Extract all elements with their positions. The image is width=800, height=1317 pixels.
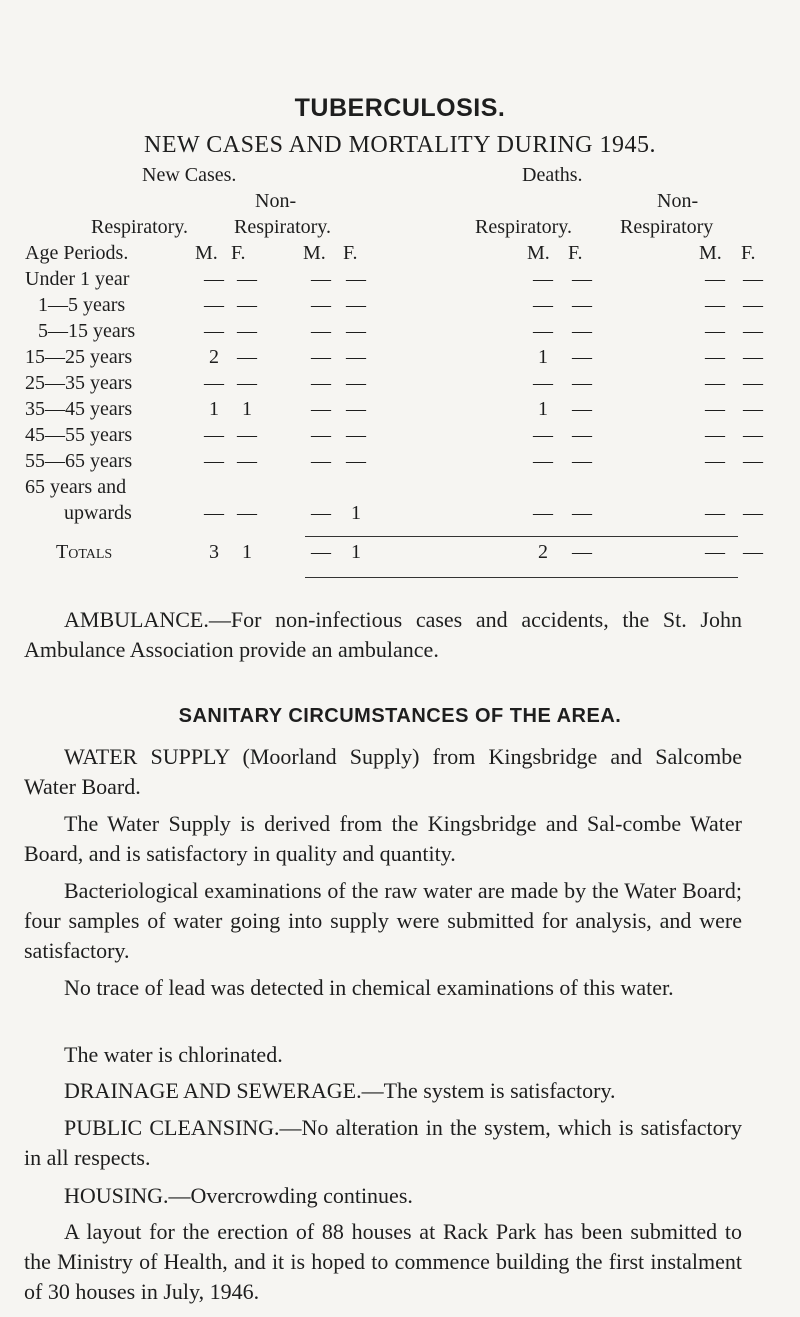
cell-value: — [311,372,331,394]
cell-value: — [311,450,331,472]
cell-value: — [705,398,725,420]
cell-value: — [743,320,763,342]
cell-value: 3 [209,541,219,563]
cell-value: — [346,294,366,316]
cell-value: — [743,541,763,563]
cell-value: — [237,372,257,394]
respiratory-label-1: Respiratory. [91,216,189,238]
cell-value: 1 [538,398,548,420]
cell-value: — [311,294,331,316]
cell-value: — [533,372,553,394]
cell-value: — [572,541,592,563]
cell-value: — [204,372,224,394]
derived-paragraph: The Water Supply is derived from the Kingsbridge and Sal-combe Water Board, and is satisfactory in quality and quantity. [24,811,742,866]
totals-top-rule [305,536,738,537]
cell-value: — [743,268,763,290]
cell-value: — [311,268,331,290]
cell-value: — [743,294,763,316]
cell-value: — [572,372,592,394]
f-header-2: F. [343,242,358,264]
m-header-4: M. [699,242,722,264]
cell-value: — [204,424,224,446]
cell-value: — [572,346,592,368]
cell-value: — [533,450,553,472]
new-cases-header: New Cases. [142,164,237,186]
respiratory-label-2: Respiratory. [234,216,332,238]
page-subheading: NEW CASES AND MORTALITY DURING 1945. [144,132,656,158]
cell-value: — [572,294,592,316]
age-period: 45—55 years [25,424,133,446]
cell-value: — [533,294,553,316]
age-period: 1—5 years [38,294,126,316]
cell-value: 2 [209,346,219,368]
lead-paragraph: No trace of lead was detected in chemical examinations of this water. [64,975,674,1000]
cell-value: — [237,268,257,290]
cell-value: 1 [242,398,252,420]
respiratory-label-3: Respiratory. [475,216,573,238]
cell-value: — [705,450,725,472]
cell-value: 1 [209,398,219,420]
non-label-1: Non- [255,190,297,212]
f-header-1: F. [231,242,246,264]
cell-value: 1 [538,346,548,368]
cell-value: — [311,541,331,563]
cell-value: — [705,268,725,290]
cell-value: — [311,320,331,342]
cell-value: — [237,424,257,446]
bacteriological-paragraph: Bacteriological examinations of the raw water are made by the Water Board; four samples of water going into supply were submitted for analysis, and were satisfactory. [24,878,742,963]
cell-value: — [237,320,257,342]
cell-value: — [572,398,592,420]
cell-value: — [237,502,257,524]
age-period: 15—25 years [25,346,133,368]
cell-value: — [237,450,257,472]
age-period: 65 years and [25,476,127,498]
sanitary-heading: SANITARY CIRCUMSTANCES OF THE AREA. [178,705,622,727]
cell-value: 1 [351,541,361,563]
cell-value: — [572,502,592,524]
cleansing-paragraph: PUBLIC CLEANSING.—No alteration in the system, which is satisfactory in all respects. [24,1115,742,1170]
cell-value: — [705,541,725,563]
cell-value: 1 [242,541,252,563]
cell-value: — [743,424,763,446]
cell-value: — [572,320,592,342]
age-period: 35—45 years [25,398,133,420]
cell-value: — [346,424,366,446]
non-label-2: Non- [657,190,699,212]
cell-value: — [705,320,725,342]
ambulance-paragraph: AMBULANCE.—For non-infectious cases and accidents, the St. John Ambulance Association provide an ambulance. [24,607,742,662]
cell-value: — [346,320,366,342]
housing-paragraph: HOUSING.—Overcrowding continues. [64,1183,413,1208]
cell-value: — [572,268,592,290]
cell-value: — [705,346,725,368]
m-header-2: M. [303,242,326,264]
page-heading: TUBERCULOSIS. [294,94,506,122]
cell-value: — [311,398,331,420]
cell-value: — [311,424,331,446]
respiratory-label-4: Respiratory [620,216,714,238]
cell-value: — [237,346,257,368]
cell-value: — [204,320,224,342]
cell-value: — [311,502,331,524]
cell-value: — [705,372,725,394]
m-header-3: M. [527,242,550,264]
cell-value: 1 [351,502,361,524]
drainage-paragraph: DRAINAGE AND SEWERAGE.—The system is satisfactory. [64,1078,616,1103]
age-period: 5—15 years [38,320,136,342]
cell-value: — [346,268,366,290]
f-header-3: F. [568,242,583,264]
cell-value: — [346,346,366,368]
cell-value: — [533,320,553,342]
cell-value: — [204,450,224,472]
cell-value: — [743,372,763,394]
cell-value: — [204,268,224,290]
cell-value: — [572,424,592,446]
m-header-1: M. [195,242,218,264]
cell-value: — [743,502,763,524]
cell-value: — [572,450,592,472]
layout-paragraph: A layout for the erection of 88 houses at Rack Park has been submitted to the Ministry of Health, and it is hoped to commence building the first instalment of 30 houses in July, 1946. [24,1219,742,1304]
cell-value: — [743,398,763,420]
age-period: upwards [64,502,132,524]
cell-value: — [346,450,366,472]
cell-value: — [204,294,224,316]
cell-value: — [346,398,366,420]
cell-value: — [311,346,331,368]
age-period: Under 1 year [25,268,130,290]
water-supply-paragraph: WATER SUPPLY (Moorland Supply) from Kingsbridge and Salcombe Water Board. [24,744,742,799]
totals-bottom-rule [305,577,738,578]
cell-value: — [204,502,224,524]
cell-value: — [743,346,763,368]
cell-value: — [533,502,553,524]
totals-label: Totals [56,541,113,563]
cell-value: — [237,294,257,316]
cell-value: — [705,294,725,316]
age-period: 25—35 years [25,372,133,394]
age-periods-header: Age Periods. [25,242,129,264]
cell-value: — [346,372,366,394]
age-period: 55—65 years [25,450,133,472]
chlorinated-paragraph: The water is chlorinated. [64,1042,283,1067]
cell-value: — [705,424,725,446]
cell-value: — [743,450,763,472]
cell-value: — [533,424,553,446]
cell-value: — [533,268,553,290]
cell-value: 2 [538,541,548,563]
f-header-4: F. [741,242,756,264]
deaths-header: Deaths. [522,164,583,186]
cell-value: — [705,502,725,524]
